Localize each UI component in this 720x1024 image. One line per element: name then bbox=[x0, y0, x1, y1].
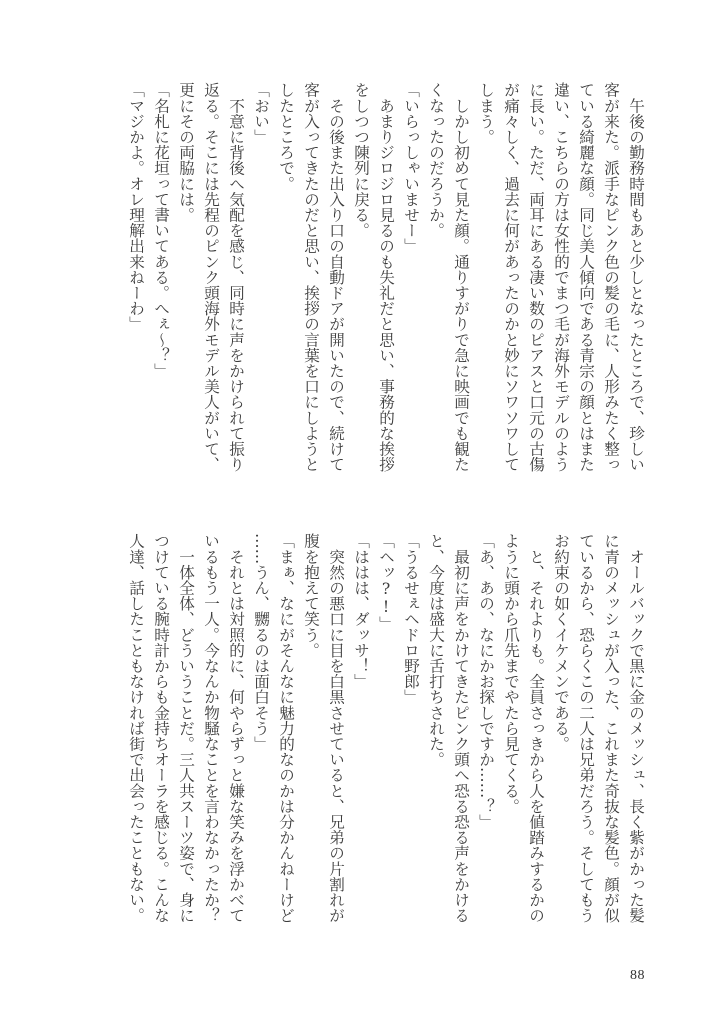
dialogue-column: 「うるせぇヘドロ野郎」 bbox=[402, 533, 420, 705]
text-column: 客が入ってきたのだと思い、挨拶の言葉を口にしようと bbox=[302, 82, 320, 472]
text-column: 返る。そこには先程のピンク頭海外モデル美人がいて、 bbox=[202, 82, 220, 472]
text-column: に長い。ただ、両耳にある凄い数のピアスと口元の古傷 bbox=[527, 82, 545, 472]
text-column: をしつつ陳列に戻る。 bbox=[352, 82, 370, 238]
dialogue-column: 「ヘッ?!」 bbox=[377, 533, 395, 632]
upper-text-block bbox=[123, 82, 648, 476]
dialogue-column: 「あ、あの、なにかお探しですか……？」 bbox=[477, 533, 495, 830]
text-column: ように頭から爪先までやたら見てくる。 bbox=[502, 533, 520, 814]
text-column: と、それよりも。全員さっきから人を値踏みするかの bbox=[527, 533, 545, 923]
text-column: ている綺麗な顔。同じ美人傾向である青宗の顔とはまた bbox=[577, 82, 595, 472]
text-column: と、今度は盛大に舌打ちされた。 bbox=[427, 533, 445, 767]
page-number: 88 bbox=[630, 968, 645, 983]
text-column: つけている腕時計からも金持ちオーラを感じる。こんな bbox=[152, 533, 170, 923]
text-column: しかし初めて見た顔。通りすがりで急に映画でも観た bbox=[452, 82, 470, 472]
dialogue-column: 「おい」 bbox=[252, 82, 270, 145]
text-column: 違い、こちらの方は女性的でまつ毛が海外モデルのよう bbox=[552, 82, 570, 472]
text-column: が痛々しく、過去に何があったのかと妙にソワソワして bbox=[502, 82, 520, 472]
text-column: 客が来た。派手なピンク色の髪の毛に、人形みたく整っ bbox=[602, 82, 620, 472]
text-column: 腹を抱えて笑う。 bbox=[302, 533, 320, 658]
dialogue-column: 「名札に花垣って書いてある。へぇ～？」 bbox=[152, 82, 170, 379]
text-column: オールバックで黒に金のメッシュ、長く紫がかった髪 bbox=[627, 533, 645, 923]
text-column: ているから、恐らくこの二人は兄弟だろう。そしてもう bbox=[577, 533, 595, 923]
text-column: に青のメッシュが入った、これまた奇抜な髪色。顔が似 bbox=[602, 533, 620, 923]
text-column: したところで。 bbox=[277, 82, 295, 192]
lower-text-block bbox=[123, 533, 648, 927]
text-column: しまう。 bbox=[477, 82, 495, 145]
text-column: くなったのだろうか。 bbox=[427, 82, 445, 238]
dialogue-column: ……うん、嬲るのは面白そう」 bbox=[252, 533, 270, 752]
text-column: 一体全体、どういうことだ。三人共スーツ姿で、身に bbox=[177, 533, 195, 923]
dialogue-column: 「いらっしゃいませー」 bbox=[402, 82, 420, 254]
text-column: 午後の勤務時間もあと少しとなったところで、珍しい bbox=[627, 82, 645, 472]
text-column: 不意に背後へ気配を感じ、同時に声をかけられて振り bbox=[227, 82, 245, 472]
text-column: 人達、話したこともなければ街で出会ったこともない。 bbox=[127, 533, 145, 923]
text-column: 最初に声をかけてきたピンク頭へ恐る恐る声をかける bbox=[452, 533, 470, 923]
dialogue-column: 「マジかよ。オレ理解出来ねーわ」 bbox=[127, 82, 145, 332]
text-column: お約束の如くイケメンである。 bbox=[552, 533, 570, 752]
dialogue-column: 「まぁ、なにがそんなに魅力的なのかは分かんねーけど bbox=[277, 533, 295, 923]
dialogue-column: 「ははは、ダッサ！」 bbox=[352, 533, 370, 689]
text-column: それとは対照的に、何やらずっと嫌な笑みを浮かべて bbox=[227, 533, 245, 923]
text-column: 突然の悪口に目を白黒させていると、兄弟の片割れが bbox=[327, 533, 345, 923]
text-column: あまりジロジロ見るのも失礼だと思い、事務的な挨拶 bbox=[377, 82, 395, 472]
text-column: いるもう一人。今なんか物騒なことを言わなかったか？ bbox=[202, 533, 220, 923]
text-column: その後また出入り口の自動ドアが開いたので、続けて bbox=[327, 82, 345, 472]
text-column: 更にその両脇には。 bbox=[177, 82, 195, 223]
